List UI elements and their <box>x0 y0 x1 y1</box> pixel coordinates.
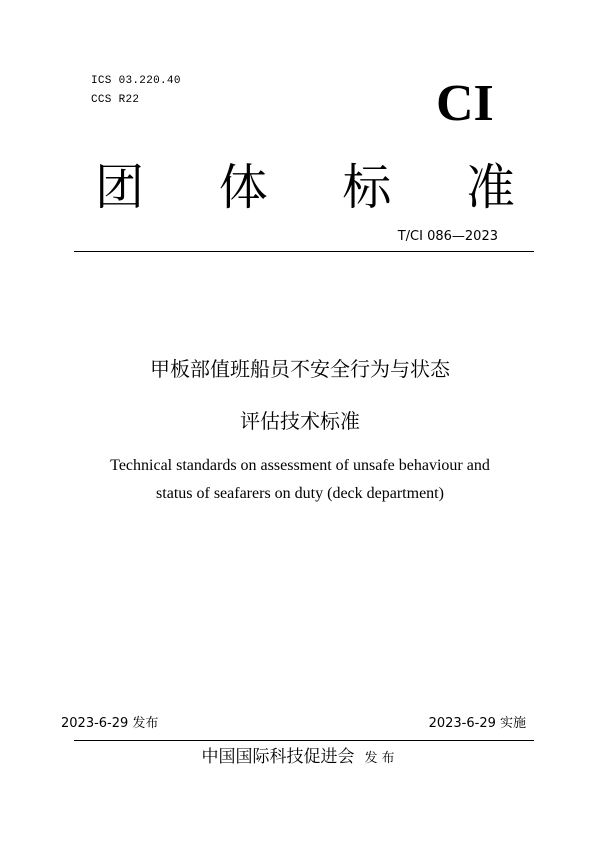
issue-date: 2023-6-29 发布 <box>61 716 159 731</box>
title-chinese-line-2: 评估技术标准 <box>240 409 360 433</box>
publisher-organization: 中国国际科技促进会 <box>201 747 355 767</box>
category-char: 团 <box>95 159 145 216</box>
ccs-code: CCS R22 <box>91 94 140 106</box>
title-english-line-1: Technical standards on assessment of unsafe behaviour and <box>110 457 490 474</box>
standard-category <box>95 160 515 216</box>
implementation-date: 2023-6-29 实施 <box>428 716 526 731</box>
category-char: 体 <box>218 159 268 216</box>
ics-code: ICS 03.220.40 <box>91 75 181 87</box>
category-char: 准 <box>465 159 515 216</box>
standard-number: T/CI 086—2023 <box>397 229 498 244</box>
top-divider <box>74 251 534 252</box>
title-english-line-2: status of seafarers on duty (deck department) <box>156 485 444 502</box>
bottom-divider <box>74 740 534 741</box>
organization-logo: CI <box>436 75 494 132</box>
publisher-line <box>0 745 600 771</box>
title-chinese-line-1: 甲板部值班船员不安全行为与状态 <box>150 357 450 381</box>
category-char: 标 <box>342 159 392 216</box>
publisher-suffix: 发布 <box>364 751 399 766</box>
